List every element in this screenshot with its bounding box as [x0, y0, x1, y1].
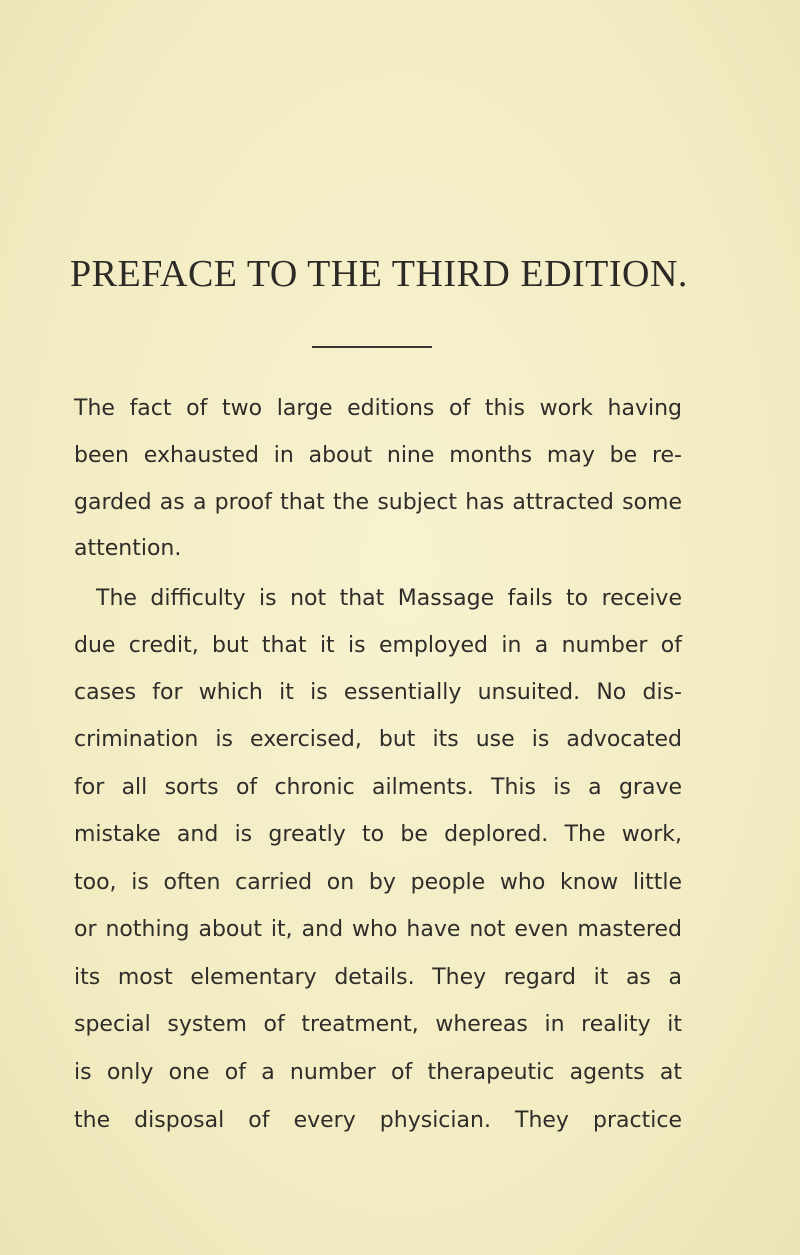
paragraph-2-line-6: mistake and is greatly to be deplored. The work,	[74, 822, 682, 847]
paragraph-2-line-1: The difficulty is not that Massage fails to receive	[96, 586, 682, 611]
paragraph-2-line-7: too, is often carried on by people who know little	[74, 870, 682, 895]
paragraph-1-line-3: garded as a proof that the subject has attracted some	[74, 490, 682, 515]
paragraph-1-line-4: attention.	[74, 536, 182, 561]
paragraph-2-line-11: is only one of a number of therapeutic agents at	[74, 1060, 682, 1085]
paragraph-2-line-12: the disposal of every physician. They practice	[74, 1108, 682, 1133]
paragraph-1-line-2: been exhausted in about nine months may be re-	[74, 443, 682, 468]
paragraph-2-line-4: crimination is exercised, but its use is advocated	[74, 727, 682, 752]
paragraph-2-line-9: its most elementary details. They regard it as a	[74, 965, 682, 990]
paragraph-2-line-3: cases for which it is essentially unsuited. No dis-	[74, 680, 682, 705]
preface-title: PREFACE TO THE THIRD EDITION.	[70, 253, 688, 295]
paragraph-2-line-8: or nothing about it, and who have not even mastered	[74, 917, 682, 942]
paragraph-2-line-2: due credit, but that it is employed in a number of	[74, 633, 682, 658]
paragraph-2-line-5: for all sorts of chronic ailments. This is a grave	[74, 775, 682, 800]
title-rule-divider	[312, 346, 432, 348]
paragraph-2-line-10: special system of treatment, whereas in reality it	[74, 1012, 682, 1037]
paragraph-1-line-1: The fact of two large editions of this work having	[74, 396, 682, 421]
